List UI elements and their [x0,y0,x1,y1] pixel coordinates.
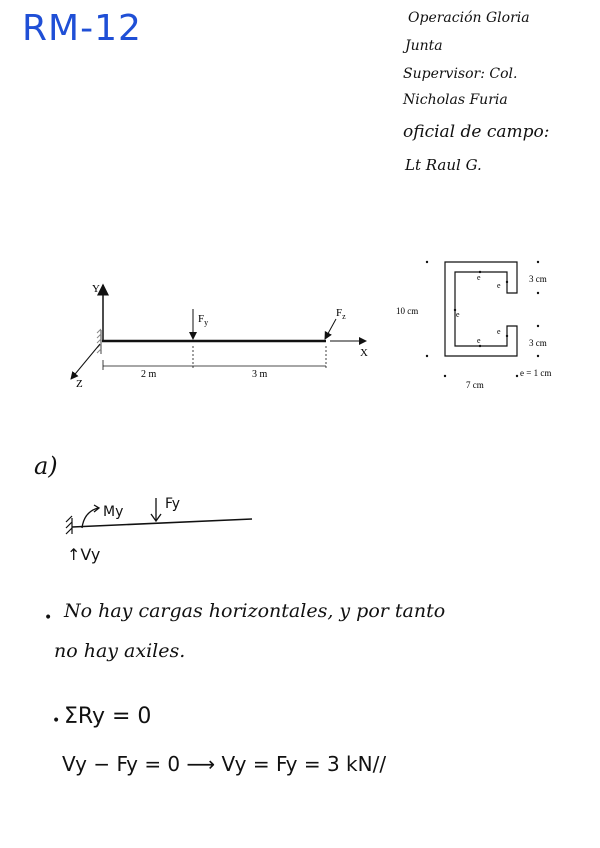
lip-bottom-label: 3 cm [529,338,547,348]
page-code: RM-12 [22,8,142,49]
lip-top-label: 3 cm [529,274,547,284]
field-officer-label: oficial de campo: [403,122,550,142]
bullet-1-line-2: no hay axiles. [54,640,186,662]
thickness-label: e = 1 cm [520,368,552,378]
e-label-top-lip: e [497,281,501,290]
width-label: 7 cm [466,380,484,390]
bullet-1-dot: • [44,610,53,626]
fbd-vy-label: ↑Vy [67,545,101,564]
fz-label: $F_z$ [336,307,346,321]
span1-label: 2 m [141,369,157,380]
e-label-bottom: e [477,336,481,345]
fbd-fy-label: Fy [165,496,181,512]
equation: Vy − Fy = 0 ⟶ Vy = Fy = 3 kN// [62,752,387,776]
operation-name: Operación Gloria [408,10,530,26]
y-axis-label: Y [92,283,100,295]
e-label-bottom-lip: e [497,327,501,336]
fbd-support [66,516,72,534]
supervisor-name: Nicholas Furia [403,92,508,108]
bullet-2-text: ΣRy = 0 [64,704,152,729]
part-label: a) [34,452,58,480]
field-officer-name: Lt Raul G. [405,156,482,174]
fy-label: $F_y$ [198,313,209,327]
z-axis-label: Z [76,378,83,390]
bullet-1-line-1: No hay cargas horizontales, y por tanto [64,600,446,622]
fbd-beam [72,519,252,527]
x-axis-label: X [360,347,368,359]
height-label: 10 cm [396,306,419,316]
junta-label: Junta [405,38,443,54]
bullet-2-dot: • [52,713,61,729]
e-label-top: e [477,273,481,282]
e-label-web: e [456,310,460,319]
supervisor-label: Supervisor: Col. [403,66,518,82]
fbd-my-label: My [103,504,124,520]
span2-label: 3 m [252,369,268,380]
